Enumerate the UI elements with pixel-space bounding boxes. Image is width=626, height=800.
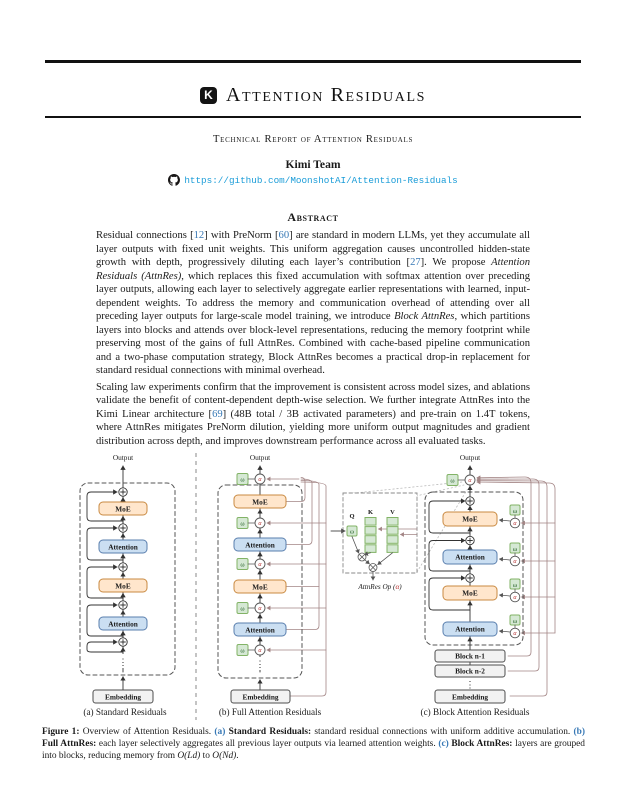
paper-subtitle: Technical Report of Attention Residuals [212,134,414,145]
svg-text:α: α [258,562,262,569]
moe-block [443,586,497,600]
svg-text:ω: ω [240,476,245,484]
abstract-paragraph-2: Scaling law experiments confirm that the improvement is consistent across model sizes, and ablations validate the benefit of content-dependent depth-wise selection. We further integrate AttnRes into the Kimi Linear architecture [69] (48B total / 3B activated parameters) and pre-train on 1.4T tokens, where AttnRes mitigates PreNorm dilution, yielding more uniform output magnitudes and gradient distribution across depth, and improves downstream performance across all evaluated tasks. [96,381,530,447]
paper-title: Attention Residuals [225,83,427,106]
svg-text:α: α [513,559,517,566]
prev-block [435,650,505,662]
svg-text:ω: ω [512,617,518,625]
svg-text:α: α [468,478,472,485]
repo-link-row [0,174,626,186]
github-repo-link[interactable]: https://github.com/MoonshotAI/Attention-Residuals [184,174,458,186]
svg-text:ω: ω [240,605,245,613]
svg-text:ω: ω [512,545,518,553]
svg-text:ω: ω [450,477,455,485]
team-name: Kimi Team [285,158,341,171]
svg-text:Attention: Attention [455,552,485,562]
svg-text:MoE: MoE [462,588,478,598]
svg-text:Attention: Attention [245,625,275,635]
figure-1 [43,450,593,724]
svg-text:Block n-1: Block n-1 [455,651,485,661]
svg-text:MoE: MoE [115,504,131,514]
moe-block [234,580,286,593]
moe-block [443,512,497,526]
panel-c-block-attnres [421,453,555,717]
svg-text:Embedding: Embedding [451,692,489,702]
ellipsis: ⋮ [255,659,265,669]
svg-text:ω: ω [349,528,355,536]
embedding-block [231,690,290,703]
attnres-taps [500,505,521,638]
output-label: Output [249,453,271,462]
value-label: V [390,509,395,516]
svg-text:ω: ω [512,581,518,589]
attnres-op-label: AttnRes Op (α) [358,583,402,591]
svg-text:α: α [258,521,262,528]
abstract-heading: Abstract [287,210,339,224]
svg-text:Embedding: Embedding [104,692,142,702]
svg-text:α: α [258,648,262,655]
svg-text:Attention: Attention [245,540,275,550]
panel-b-full-attnres [218,453,326,717]
output-label: Output [459,453,481,462]
svg-text:Embedding: Embedding [242,692,279,702]
svg-text:Attention: Attention [108,542,138,552]
abstract-paragraph-1: Residual connections [12] with PreNorm [60] are standard in modern LLMs, yet they accumulate all layer outputs with fixed unit weights. This uniform aggregation causes uncontrolled hidden-state growth with depth, progressively diluting each layer’s contribution [27]. We propose Attention Residuals (AttnRes), which replaces this fixed accumulation with softmax attention over preceding layer outputs, allowing each layer to selectively aggregate earlier representations with learned, input-dependent weights. To address the memory and communication overhead of attending over all preceding layer outputs for large-scale model training, we introduce Block AttnRes, which partitions layers into blocks and attends over block-level representations, reducing the memory footprint while preserving most of the gains of full AttnRes. Combined with cache-based pipeline communication and a two-phase computation strategy, Block AttnRes becomes a practical drop-in replacement for standard residual connections with minimal overhead. [96,230,531,376]
moe-block [99,579,147,592]
panel-b-caption: (b) Full Attention Residuals [218,707,322,717]
attention-block [234,538,286,551]
title-rule [45,116,581,118]
svg-text:α: α [258,477,262,484]
svg-text:ω: ω [512,507,518,515]
svg-text:MoE: MoE [252,582,268,592]
key-label: K [367,509,374,516]
panel-a-standard-residuals [80,453,175,717]
attention-block [443,550,497,564]
svg-text:α: α [513,595,517,602]
title-row [0,83,626,107]
svg-text:MoE: MoE [252,497,268,507]
top-rule [45,60,581,63]
svg-text:Block n-2: Block n-2 [455,666,485,676]
attention-block [234,623,286,636]
svg-text:ω: ω [240,520,245,528]
svg-text:α: α [258,606,262,613]
figure-caption: Figure 1: Overview of Attention Residuals. (a) Standard Residuals: standard residual connections with uniform additive accumulation. (b) Full AttnRes: each layer selectively aggregates all previous layer outputs via learned attention weights. (c) Block AttnRes: layers are grouped into blocks, reducing memory from O(Ld) to O(Nd). [42,727,586,762]
kimi-logo: K [200,87,217,104]
ellipsis: ⋮ [118,657,128,667]
ellipsis: ⋮ [465,679,475,690]
svg-text:MoE: MoE [462,514,478,524]
prev-block [435,665,505,677]
output-label: Output [112,453,134,462]
attention-block [443,622,497,636]
abstract-body [96,229,530,451]
query-label: Q [349,513,355,520]
attention-block [99,540,147,553]
attention-block [99,617,147,630]
panel-c-caption: (c) Block Attention Residuals [420,707,530,717]
svg-text:α: α [513,521,517,528]
svg-text:ω: ω [240,561,245,569]
moe-block [234,495,286,508]
github-icon [168,174,180,186]
panel-a-caption: (a) Standard Residuals [83,707,167,717]
attnres-op-inset [331,482,467,591]
embedding-block [435,690,505,703]
svg-text:Attention: Attention [108,619,138,629]
svg-text:MoE: MoE [115,581,131,591]
embedding-block [93,690,153,703]
moe-block [99,502,147,515]
svg-text:ω: ω [240,647,245,655]
svg-text:Attention: Attention [455,624,485,634]
svg-text:α: α [513,631,517,638]
